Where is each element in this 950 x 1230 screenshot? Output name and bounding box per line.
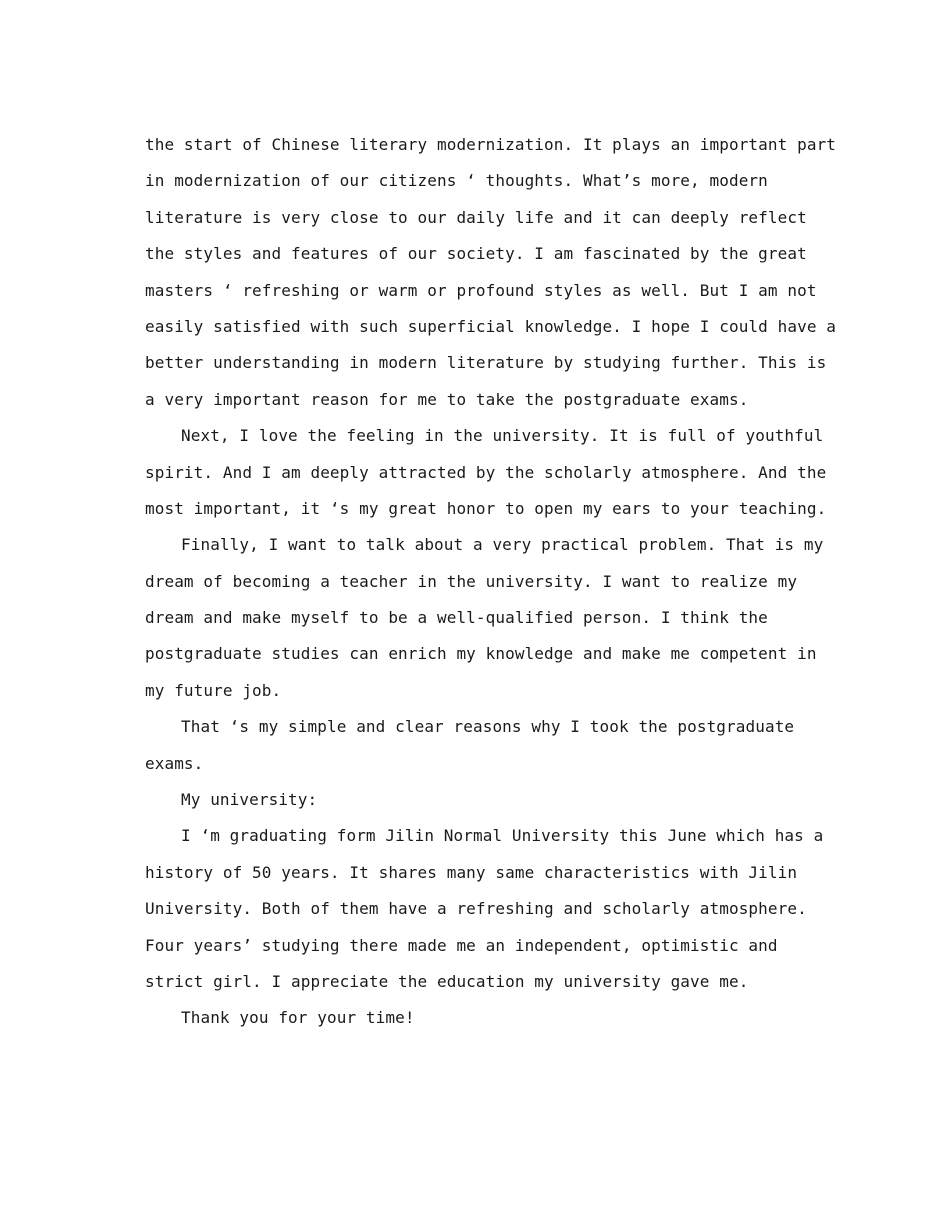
paragraph-first-line: Next, I love the feeling in the university. It is full of youthful xyxy=(181,426,824,446)
paragraph-line: masters ‘ refreshing or warm or profound styles as well. But I am not xyxy=(145,280,817,300)
paragraph-line: strict girl. I appreciate the education my university gave me. xyxy=(145,971,749,991)
paragraph-line: dream and make myself to be a well-qualified person. I think the xyxy=(145,608,768,628)
section-heading: My university: xyxy=(181,790,318,810)
paragraph-line: the start of Chinese literary modernization. It plays an important part xyxy=(145,135,837,154)
paragraph-line: easily satisfied with such superficial knowledge. I hope I could have a xyxy=(145,316,837,336)
paragraph-first-line: Finally, I want to talk about a very practical problem. That is my xyxy=(181,535,824,555)
paragraph-line: spirit. And I am deeply attracted by the scholarly atmosphere. And the xyxy=(145,462,827,482)
paragraph-line: history of 50 years. It shares many same characteristics with Jilin xyxy=(145,862,798,882)
paragraph-line: Four years’ studying there made me an independent, optimistic and xyxy=(145,935,778,955)
paragraph-line: in modernization of our citizens ‘ thoughts. What’s more, modern xyxy=(145,171,768,191)
paragraph-line: most important, it ‘s my great honor to open my ears to your teaching. xyxy=(145,498,827,518)
paragraph-line: the styles and features of our society. I am fascinated by the great xyxy=(145,244,807,264)
paragraph-line: dream of becoming a teacher in the university. I want to realize my xyxy=(145,571,798,591)
paragraph-line: better understanding in modern literature by studying further. This is xyxy=(145,353,827,373)
paragraph-line: exams. xyxy=(145,753,204,773)
paragraph-line: postgraduate studies can enrich my knowledge and make me competent in xyxy=(145,644,817,664)
paragraph-line: my future job. xyxy=(145,680,282,700)
paragraph-line: University. Both of them have a refreshing and scholarly atmosphere. xyxy=(145,899,807,919)
document-body xyxy=(145,127,837,1037)
paragraph-line: a very important reason for me to take the postgraduate exams. xyxy=(145,389,749,409)
closing-line: Thank you for your time! xyxy=(181,1008,415,1028)
paragraph-first-line: I ‘m graduating form Jilin Normal University this June which has a xyxy=(181,826,824,846)
paragraph-first-line: That ‘s my simple and clear reasons why I took the postgraduate xyxy=(181,717,795,737)
paragraph-line: literature is very close to our daily life and it can deeply reflect xyxy=(145,207,807,227)
